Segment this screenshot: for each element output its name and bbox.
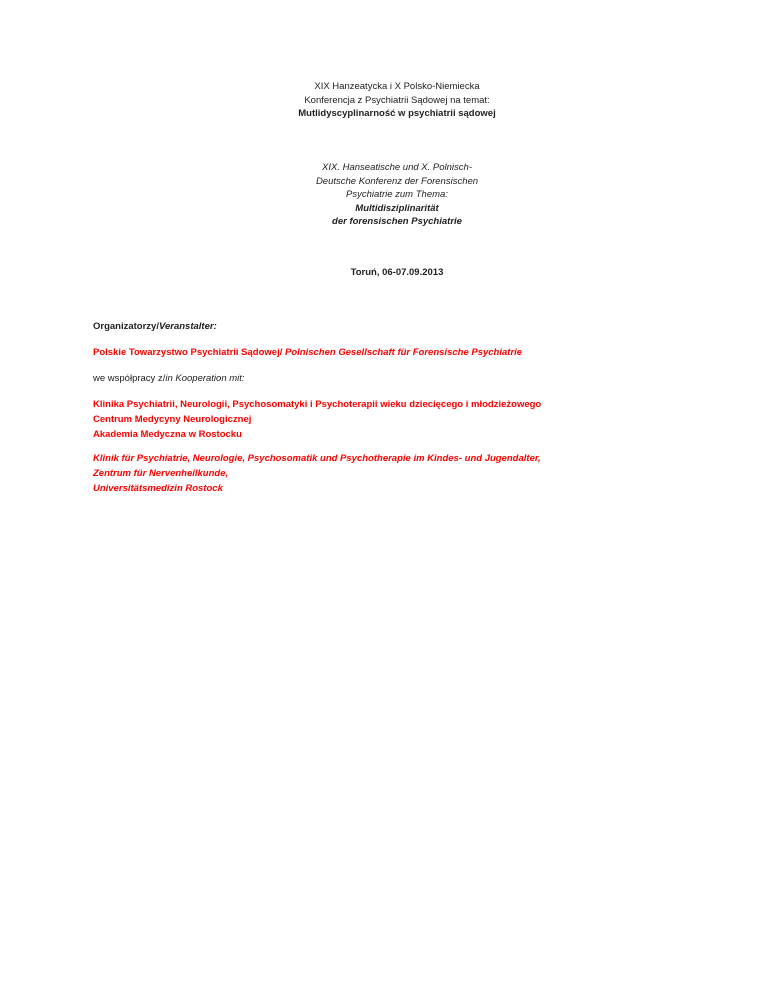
host-institution-de <box>93 451 738 496</box>
conference-title-pl <box>0 80 768 121</box>
host-de-line1: Klinik für Psychiatrie, Neurologie, Psychosomatik und Psychotherapie im Kindes- und Jugendalter, <box>93 453 541 464</box>
title-pl-line2: Konferencja z Psychiatrii Sądowej na temat: <box>304 94 490 106</box>
organizers-heading-pl: Organizatorzy/ <box>93 321 159 332</box>
society-name-pl: Polskie Towarzystwo Psychiatrii Sądowej/ <box>93 347 285 358</box>
conference-title-de <box>0 161 768 229</box>
title-pl-line1: XIX Hanzeatycka i X Polsko-Niemiecka <box>314 81 480 92</box>
organizers-heading-de: Veranstalter: <box>159 321 217 332</box>
title-de-line5: der forensischen Psychiatrie <box>332 216 462 227</box>
cooperation-line <box>93 371 738 386</box>
host-de-line2: Zentrum für Nervenheilkunde, <box>93 468 229 479</box>
date-location-text: Toruń, 06-07.09.2013 <box>350 267 444 278</box>
date-location <box>0 266 768 280</box>
host-pl-line1: Klinika Psychiatrii, Neurologii, Psychosomatyki i Psychoterapii wieku dziecięcego i młodzieżowego <box>93 399 542 410</box>
title-de-line3: Psychiatrie zum Thema: <box>346 189 448 200</box>
title-de-line1: XIX. Hanseatische und X. Polnisch- <box>322 162 472 173</box>
title-de-line4: Multidisziplinarität <box>355 202 439 214</box>
host-de-line3: Universitätsmedizin Rostock <box>93 483 223 494</box>
title-de-line2: Deutsche Konferenz der Forensischen <box>315 175 479 187</box>
cooperation-pl: we współpracy z/ <box>93 373 166 384</box>
host-institution-pl <box>93 397 738 442</box>
organizers-heading <box>93 319 738 334</box>
society-line <box>93 345 738 360</box>
society-name-de: Polnischen Gesellschaft für Forensische Psychiatrie <box>285 347 523 358</box>
host-pl-line2: Centrum Medycyny Neurologicznej <box>93 414 252 425</box>
host-pl-line3: Akademia Medyczna w Rostocku <box>93 429 242 440</box>
cooperation-de: in Kooperation mit: <box>165 373 245 384</box>
title-pl-line3: Mutlidyscyplinarność w psychiatrii sądowej <box>298 108 496 119</box>
